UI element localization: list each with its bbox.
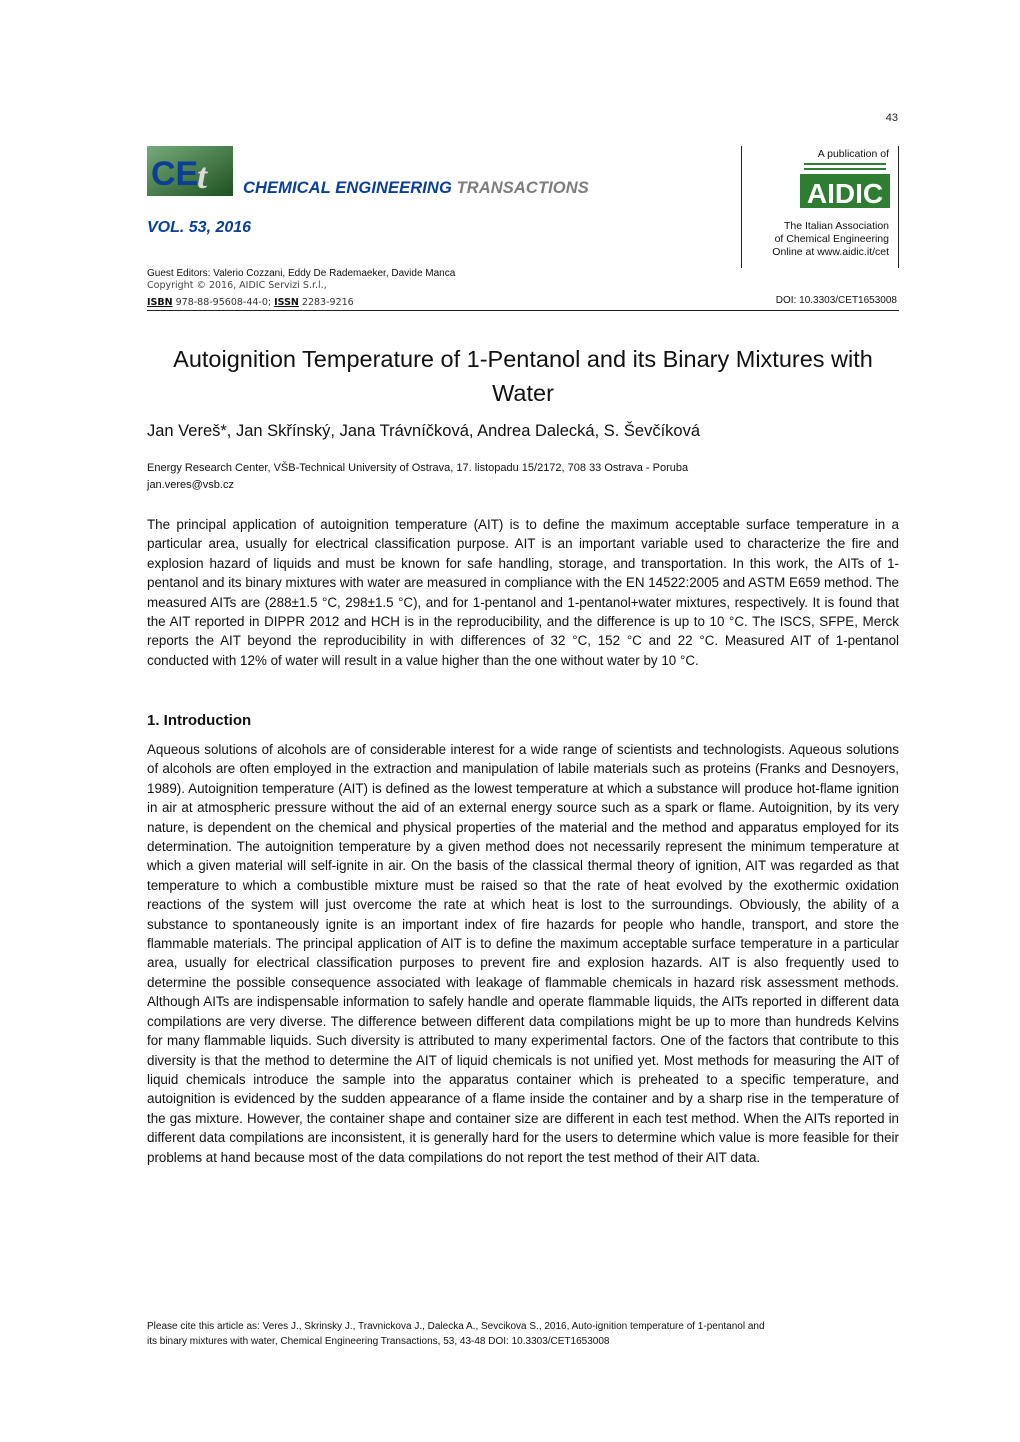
svg-text:t: t — [197, 156, 208, 196]
svg-text:CE: CE — [151, 155, 199, 193]
cet-logo — [147, 146, 233, 196]
association-line1: The Italian Association — [783, 220, 889, 232]
citation-line1: Please cite this article as: Veres J., Skrinsky J., Travnickova J., Dalecka A., Sevcikova S., 2016, Auto-ignition temperature of 1-pentanol and — [147, 1321, 765, 1332]
page-number: 43 — [885, 112, 898, 124]
affiliation-block — [147, 460, 688, 494]
doi: DOI: 10.3303/CET1653008 — [775, 295, 897, 306]
association-line2: of Chemical Engineering — [774, 233, 889, 245]
citation-line2: its binary mixtures with water, Chemical Engineering Transactions, 53, 43-48 DOI: 10.3303/CET1653008 — [147, 1336, 610, 1347]
header-divider-left — [741, 146, 742, 268]
header-rule — [147, 310, 899, 311]
issn-value: 2283-9216 — [301, 297, 354, 308]
header-divider-right — [898, 146, 899, 268]
affiliation: Energy Research Center, VŠB-Technical University of Ostrava, 17. listopadu 15/2172, 708 33 Ostrava - Poruba — [147, 462, 689, 474]
association-info — [772, 220, 889, 259]
volume-label: VOL. 53, 2016 — [147, 219, 252, 236]
svg-text:AIDIC: AIDIC — [806, 178, 884, 208]
introduction-text: Aqueous solutions of alcohols are of considerable interest for a wide range of scientists and technologists. Aqueous solutions of alcohols are often employed in the extraction and manipulation of labile materials such as proteins (Franks and Desnoyers, 1989). Autoignition temperature (AIT) is defined as the lowest temperature at which a substance will produce hot-flame ignition in air at atmospheric pressure without the aid of an external energy source such as a spark or flame. Autoignition, by its very nature, is dependent on the chemical and physical properties of the material and the method and apparatus employed for its determination. The autoignition temperature by a given method does not necessarily represent the minimum temperature at which a given material will self-ignite in air. On the basis of the classical thermal theory of ignition, AIT was regarded as that temperature to which a combustible mixture must be raised so that the rate of heat evolved by the exothermic oxidation reactions of the system will just overcome the rate at which heat is lost to the surroundings. Obviously, the ability of a substance to spontaneously ignite is an important index of fire hazards for people who handle, transport, and store the flammable materials. The principal application of AIT is to define the maximum acceptable surface temperature in a particular area, usually for electrical classification purposes to prevent fire and explosion hazards. AIT is also frequently used to determine the possible consequence associated with leakage of flammable chemicals in hazard risk assessment methods. Although AITs are indispensable information to safely handle and operate flammable liquids, the AITs reported in different data compilations are very diverse. The difference between different data compilations might be up to more than hundreds Kelvins for many flammable liquids. Such diversity is attributed to many experimental factors. One of the factors that contribute to this diversity is that the method to determine the AIT of liquid chemicals is not unified yet. Most methods for measuring the AIT of liquid chemicals introduce the sample into the apparatus container which is preheated to a specific temperature, and autoignition is evidenced by the sudden appearance of a flame inside the container and by a sharp rise in the temperature of the gas mixture. However, the container shape and container size are different in each test method. When the AITs reported in different data compilations are inconsistent, it is generally hard for the users to determine which value is more feasible for their problems at hand because most of the data compilations do not report the test method of their AIT data. — [147, 742, 899, 1165]
citation-footer — [147, 1319, 899, 1349]
abstract: The principal application of autoignition temperature (AIT) is to define the maximum acceptable surface temperature in a particular area, usually for electrical classification purpose. AIT is an important variable used to characterize the fire and explosion hazard of liquids and must be known for safe handling, storage, and transportation. In this work, the AITs of 1-pentanol and its binary mixtures with water are measured in compliance with the EN 14522:2005 and ASTM E659 method. The measured AITs are (288±1.5 °C, 298±1.5 °C), and for 1-pentanol and 1-pentanol+water mixtures, respectively. It is found that the AIT reported in DIPPR 2012 and HCH is in the reproducibility, and the difference is up to 10 °C. The ISCS, SFPE, Merck reports the AIT beyond the reproducibility in with differences of 32 °C, 152 °C and 22 °C. Measured AIT of 1-pentanol conducted with 12% of water will result in a value higher than the one without water by 10 °C. — [147, 517, 899, 668]
section-heading-introduction: 1. Introduction — [147, 712, 252, 729]
journal-name-part1: CHEMICAL ENGINEERING — [243, 179, 452, 197]
journal-name-part2: TRANSACTIONS — [456, 179, 589, 197]
association-line3: Online at www.aidic.it/cet — [772, 246, 889, 258]
journal-name — [243, 179, 589, 198]
isbn-issn — [147, 297, 354, 308]
article-authors: Jan Vereš*, Jan Skřínský, Jana Trávníčková, Andrea Dalecká, S. Ševčíková — [147, 422, 701, 440]
aidic-logo — [800, 160, 890, 208]
copyright: Copyright © 2016, AIDIC Servizi S.r.l., — [147, 280, 327, 291]
isbn-label: ISBN — [147, 297, 173, 308]
article-title: Autoignition Temperature of 1-Pentanol and its Binary Mixtures with Water — [173, 346, 873, 406]
guest-editors: Guest Editors: Valerio Cozzani, Eddy De Rademaeker, Davide Manca — [147, 268, 456, 279]
author-email: jan.veres@vsb.cz — [147, 479, 234, 491]
issn-label: ISSN — [274, 297, 299, 308]
publication-of-label: A publication of — [817, 148, 889, 160]
isbn-value: 978-88-95608-44-0; — [175, 297, 272, 308]
